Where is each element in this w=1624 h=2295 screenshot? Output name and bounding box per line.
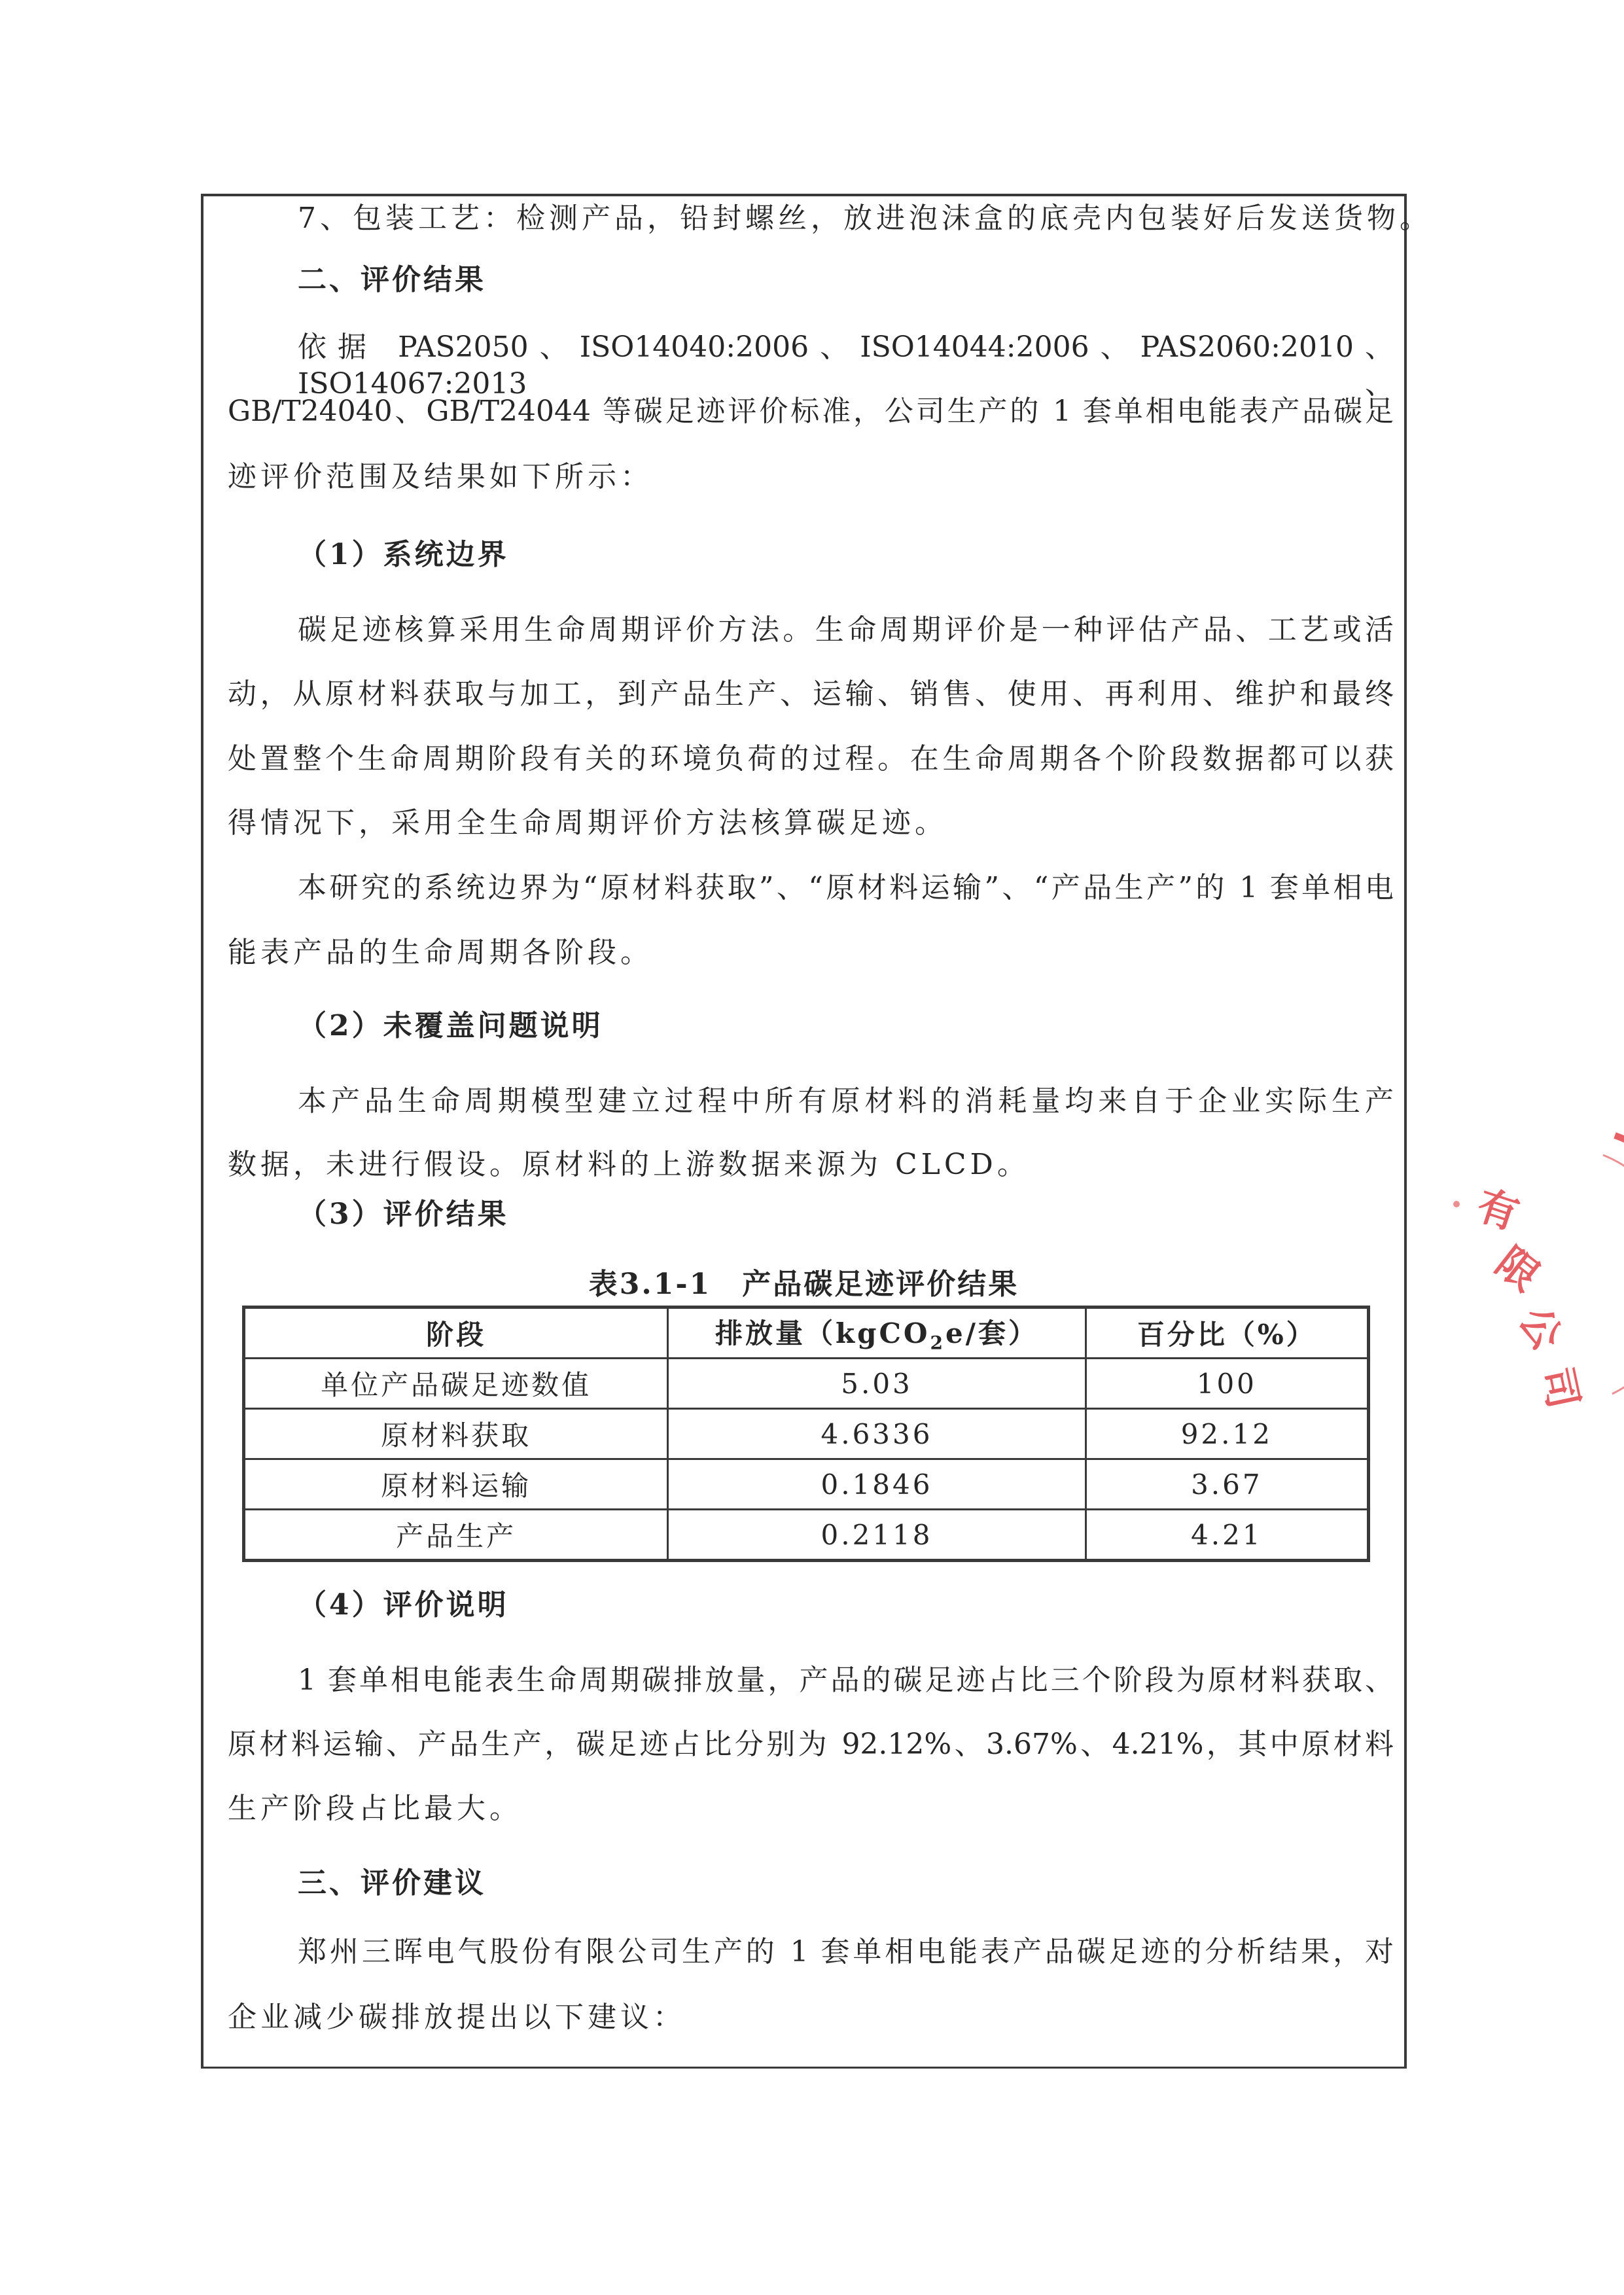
table-row [244, 1510, 1369, 1561]
suggestion-line-1: 郑州三晖电气股份有限公司生产的 1 套单相电能表产品碳足迹的分析结果，对 [298, 1935, 1394, 1968]
lca-line-1: 碳足迹核算采用生命周期评价方法。生命周期评价是一种评估产品、工艺或活 [298, 613, 1394, 647]
notes-line-2: 原材料运输、产品生产，碳足迹占比分别为 92.12%、3.67%、4.21%，其中原材料 [228, 1728, 1394, 1761]
row-emission: 4.6336 [668, 1409, 1086, 1459]
row-stage: 单位产品碳足迹数值 [244, 1359, 668, 1409]
boundary-line-2: 能表产品的生命周期各阶段。 [228, 936, 653, 969]
table-row [244, 1409, 1369, 1459]
standards-line-2: GB/T24040、GB/T24044 等碳足迹评价标准，公司生产的 1 套单相电能表产品碳足 [228, 395, 1394, 428]
row-emission: 0.2118 [668, 1510, 1086, 1561]
row-emission: 0.1846 [668, 1459, 1086, 1510]
standards-line-3: 迹评价范围及结果如下所示： [228, 460, 653, 493]
subsection-evaluation-result: （3）评价结果 [298, 1198, 509, 1231]
svg-text:限: 限 [1487, 1237, 1549, 1301]
header-emission: 排放量（kgCO$_2$e/套） [668, 1308, 1086, 1359]
table-row [244, 1359, 1369, 1409]
row-stage: 原材料运输 [244, 1459, 668, 1510]
svg-text:司: 司 [1532, 1362, 1588, 1413]
subsection-evaluation-notes: （4）评价说明 [298, 1588, 509, 1622]
packaging-step-line: 7、包装工艺：检测产品，铅封螺丝，放进泡沫盒的底壳内包装好后发送货物。 [298, 202, 1432, 235]
header-percent: 百分比（%） [1086, 1308, 1368, 1359]
svg-text:有: 有 [1471, 1181, 1525, 1239]
carbon-footprint-table [242, 1306, 1370, 1562]
table-header-row [244, 1308, 1369, 1359]
row-emission: 5.03 [668, 1359, 1086, 1409]
notes-line-3: 生产阶段占比最大。 [228, 1792, 522, 1825]
uncovered-line-1: 本产品生命周期模型建立过程中所有原材料的消耗量均来自于企业实际生产 [298, 1084, 1394, 1118]
svg-text:公: 公 [1509, 1298, 1572, 1359]
section-evaluation-suggestions: 三、评价建议 [298, 1866, 486, 1900]
uncovered-line-2: 数据，未进行假设。原材料的上游数据来源为 CLCD。 [228, 1148, 1030, 1181]
row-percent: 4.21 [1086, 1510, 1368, 1561]
boundary-line-1: 本研究的系统边界为“原材料获取”、“原材料运输”、“产品生产”的 1 套单相电 [298, 871, 1394, 904]
row-stage: 产品生产 [244, 1510, 668, 1561]
row-stage: 原材料获取 [244, 1409, 668, 1459]
suggestion-line-2: 企业减少碳排放提出以下建议： [228, 2001, 686, 2034]
company-seal-stamp [1451, 1126, 1624, 1427]
table-row [244, 1459, 1369, 1510]
subsection-uncovered-issues: （2）未覆盖问题说明 [298, 1009, 603, 1042]
lca-line-3: 处置整个生命周期阶段有关的环境负荷的过程。在生命周期各个阶段数据都可以获 [228, 742, 1394, 775]
header-stage: 阶段 [244, 1308, 668, 1359]
row-percent: 100 [1086, 1359, 1368, 1409]
lca-line-2: 动，从原材料获取与加工，到产品生产、运输、销售、使用、再利用、维护和最终 [228, 677, 1394, 711]
row-percent: 3.67 [1086, 1459, 1368, 1510]
section-evaluation-result: 二、评价结果 [298, 263, 486, 296]
lca-line-4: 得情况下，采用全生命周期评价方法核算碳足迹。 [228, 806, 947, 840]
table-caption: 表3.1-1 产品碳足迹评价结果 [588, 1268, 1019, 1301]
standards-line-1: 依据 PAS2050、ISO14040:2006、ISO14044:2006、PAS2060:2010、ISO14067:2013、 [298, 330, 1394, 400]
notes-line-1: 1 套单相电能表生命周期碳排放量，产品的碳足迹占比三个阶段为原材料获取、 [298, 1663, 1394, 1697]
subsection-system-boundary: （1）系统边界 [298, 538, 509, 571]
row-percent: 92.12 [1086, 1409, 1368, 1459]
